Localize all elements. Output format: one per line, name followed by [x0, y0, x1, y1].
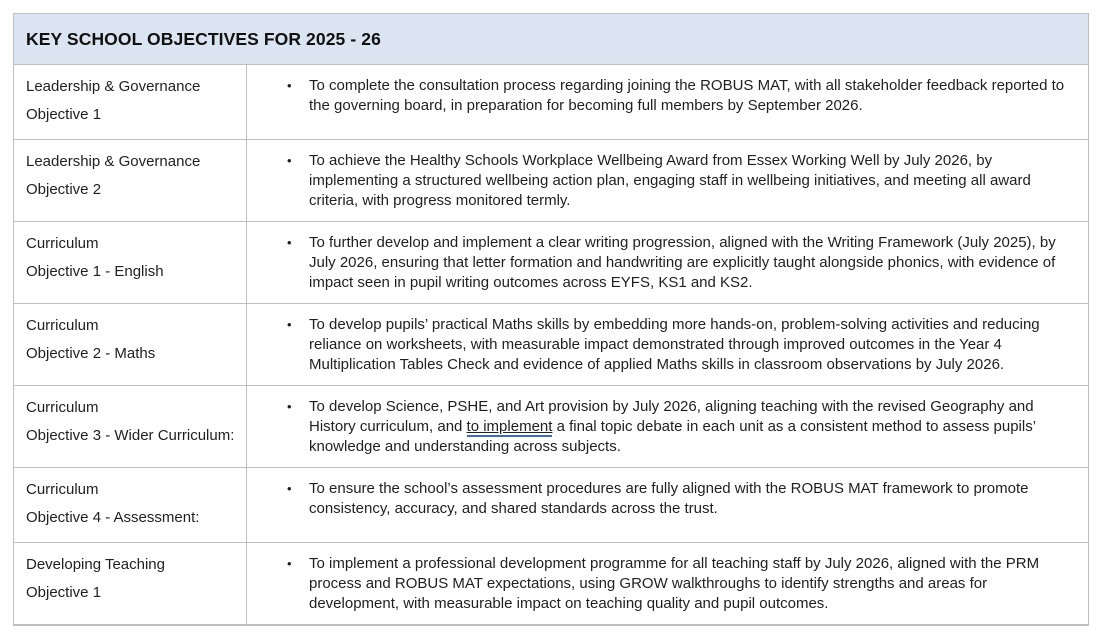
table-body [14, 65, 1088, 625]
objective-text [309, 233, 1068, 293]
bullet-icon: • [287, 481, 292, 496]
objective-label: Objective 2 [26, 181, 102, 198]
category-label: Curriculum [26, 317, 99, 334]
text-segment: To achieve the Healthy Schools Workplace Wellbeing Award from Essex Working Well by July 2026, by implementing a structured wellbeing action plan, engaging staff in wellbeing initiatives, and meeting all award criteria, with progress monitored termly. [309, 152, 1031, 209]
objective-label: Objective 3 - Wider Curriculum: [26, 427, 235, 444]
objective-label: Objective 1 - English [26, 263, 164, 280]
table-row [14, 386, 1088, 468]
objective-category-cell [14, 543, 247, 624]
table-row [14, 304, 1088, 386]
table-row [14, 222, 1088, 304]
table-header-row [14, 14, 1088, 65]
table-row [14, 543, 1088, 625]
category-label: Curriculum [26, 399, 99, 416]
text-segment: To further develop and implement a clear writing progression, aligned with the Writing Framework (July 2025), by July 2026, ensuring that letter formation and handwriting are explicitly taught alongside phonics, with evidence of impact seen in pupil writing outcomes across EYFS, KS1 and KS2. [309, 234, 1056, 291]
text-segment: To develop Science, PSHE, and Art provision by July 2026, aligning teaching with the revised Geography and History curriculum, and [309, 398, 1034, 435]
objective-description-cell [247, 65, 1088, 139]
objective-text [309, 554, 1068, 614]
category-label: Developing Teaching [26, 556, 165, 573]
objective-text [309, 76, 1068, 116]
objective-label: Objective 1 [26, 584, 102, 601]
objective-category-cell [14, 468, 247, 542]
objective-category-cell [14, 222, 247, 303]
objective-description-cell [247, 543, 1088, 624]
bullet-icon: • [287, 399, 292, 414]
category-label: Curriculum [26, 481, 99, 498]
objective-label: Objective 4 - Assessment: [26, 509, 200, 526]
objective-category-cell [14, 304, 247, 385]
objective-text [309, 151, 1068, 211]
bullet-icon: • [287, 235, 292, 250]
objective-text [309, 397, 1068, 457]
category-label: Curriculum [26, 235, 99, 252]
grammar-underlined-text: to implement [466, 418, 553, 435]
category-label: Leadership & Governance [26, 153, 201, 170]
objective-description-cell [247, 222, 1088, 303]
text-segment: To implement a professional development programme for all teaching staff by July 2026, aligned with the PRM process and ROBUS MAT expectations, using GROW walkthroughs to identify strengths and areas for development, with measurable impact on teaching quality and pupil outcomes. [309, 555, 1040, 612]
objective-description-cell [247, 468, 1088, 542]
text-segment: To ensure the school’s assessment procedures are fully aligned with the ROBUS MAT framework to promote consistency, accuracy, and shared standards across the trust. [309, 480, 1029, 517]
objective-text [309, 479, 1068, 519]
objective-description-cell [247, 304, 1088, 385]
objective-text [309, 315, 1068, 375]
objective-category-cell [14, 386, 247, 467]
table-row [14, 468, 1088, 543]
objective-label: Objective 1 [26, 106, 102, 123]
category-label: Leadership & Governance [26, 78, 201, 95]
objective-category-cell [14, 140, 247, 221]
objective-label: Objective 2 - Maths [26, 345, 156, 362]
text-segment: a final topic debate in each unit as a consistent method to assess pupils’ knowledge and understanding across subjects. [309, 418, 1036, 455]
bullet-icon: • [287, 78, 292, 93]
bullet-icon: • [287, 556, 292, 571]
bullet-icon: • [287, 153, 292, 168]
page-title: KEY SCHOOL OBJECTIVES FOR 2025 - 26 [26, 29, 381, 49]
objective-description-cell [247, 386, 1088, 467]
objective-description-cell [247, 140, 1088, 221]
text-segment: To develop pupils’ practical Maths skills by embedding more hands-on, problem-solving activities and reducing reliance on worksheets, with measurable impact demonstrated through improved outcomes in the Year 4 Multiplication Tables Check and evidence of applied Maths skills in classroom observations by July 2026. [309, 316, 1040, 373]
table-row [14, 65, 1088, 140]
objectives-table [13, 13, 1089, 626]
objective-category-cell [14, 65, 247, 139]
text-segment: To complete the consultation process regarding joining the ROBUS MAT, with all stakeholder feedback reported to the governing board, in preparation for becoming full members by September 2026. [309, 77, 1065, 114]
bullet-icon: • [287, 317, 292, 332]
table-row [14, 140, 1088, 222]
